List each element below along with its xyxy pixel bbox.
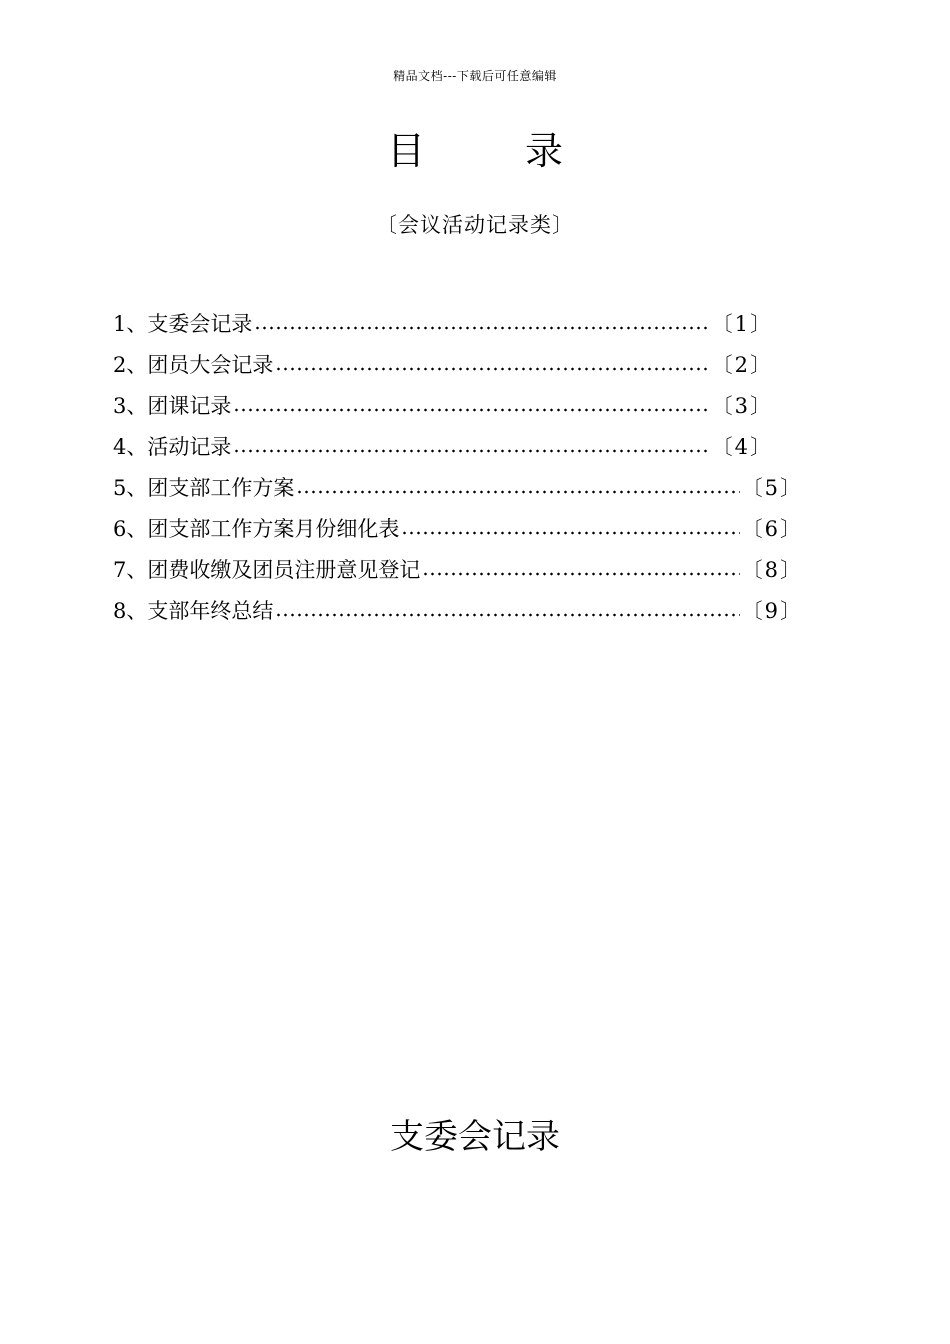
toc-entry-page: 〔2〕 — [711, 353, 773, 377]
toc-entry-label: 5、团支部工作方案 — [113, 476, 295, 500]
toc-entry-label: 8、支部年终总结 — [113, 599, 274, 623]
toc-title-right: 录 — [525, 129, 564, 173]
toc-entry-page: 〔8〕 — [741, 558, 803, 582]
toc-title — [0, 128, 950, 174]
toc-entry-8[interactable] — [113, 596, 803, 637]
toc-entry-1[interactable] — [113, 309, 773, 350]
toc-list — [113, 309, 803, 637]
dot-leader — [296, 490, 739, 494]
dot-leader — [401, 531, 739, 535]
dot-leader — [233, 408, 709, 412]
toc-entry-page: 〔9〕 — [741, 599, 803, 623]
toc-title-left: 目 — [386, 129, 425, 173]
toc-entry-label: 4、活动记录 — [113, 435, 232, 459]
toc-entry-label: 2、团员大会记录 — [113, 353, 274, 377]
toc-entry-4[interactable] — [113, 432, 773, 473]
dot-leader — [275, 613, 739, 617]
toc-entry-page: 〔5〕 — [741, 476, 803, 500]
toc-entry-page: 〔4〕 — [711, 435, 773, 459]
toc-entry-5[interactable] — [113, 473, 803, 514]
document-header-note: 精品文档---下载后可任意编辑 — [393, 69, 557, 83]
toc-entry-label: 3、团课记录 — [113, 394, 232, 418]
toc-subtitle: 〔会议活动记录类〕 — [376, 213, 574, 237]
toc-entry-2[interactable] — [113, 350, 773, 391]
dot-leader — [233, 449, 709, 453]
toc-entry-label: 6、团支部工作方案月份细化表 — [113, 517, 400, 541]
toc-entry-6[interactable] — [113, 514, 803, 555]
dot-leader — [275, 367, 709, 371]
toc-entry-page: 〔1〕 — [711, 312, 773, 336]
section-title: 支委会记录 — [390, 1117, 560, 1157]
toc-entry-label: 7、团费收缴及团员注册意见登记 — [113, 558, 421, 582]
toc-entry-page: 〔6〕 — [741, 517, 803, 541]
dot-leader — [422, 572, 739, 576]
toc-entry-3[interactable] — [113, 391, 773, 432]
toc-entry-7[interactable] — [113, 555, 803, 596]
dot-leader — [254, 326, 709, 330]
toc-entry-label: 1、支委会记录 — [113, 312, 253, 336]
toc-entry-page: 〔3〕 — [711, 394, 773, 418]
